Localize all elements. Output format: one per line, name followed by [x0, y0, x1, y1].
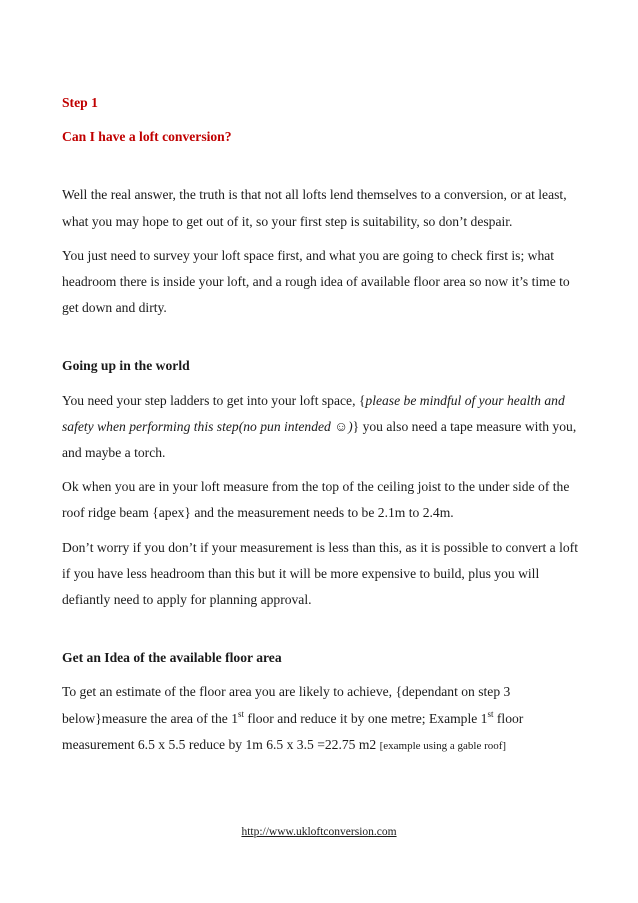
- floor-area-text-c: floor measurement 6.5 x 5.5 reduce by 1m 6.5 x 3.5 =22.75 m2: [62, 710, 524, 752]
- website-link[interactable]: http://www.ukloftconversion.com: [241, 826, 397, 838]
- going-up-paragraph-2: Ok when you are in your loft measure from the top of the ceiling joist to the under side of the roof ridge beam {apex} and the measurement needs to be 2.1m to 2.4m.: [62, 479, 570, 521]
- spacer: [62, 150, 582, 182]
- spacer: [62, 321, 582, 353]
- floor-area-paragraph: [62, 679, 582, 759]
- going-up-p1-end: } you also need a tape measure with you, and maybe a torch.: [62, 418, 577, 461]
- floor-area-text-a: To get an estimate of the floor area you are likely to achieve, {dependant on step 3 below}measure the area of the 1: [62, 684, 511, 726]
- ordinal-suffix: st: [238, 708, 245, 719]
- going-up-heading: Going up in the world: [62, 358, 190, 374]
- intro-paragraph-1: Well the real answer, the truth is that not all lofts lend themselves to a conversion, or at least, what you may hope to get out of it, so your first step is suitability, so don’t despair.: [62, 187, 567, 229]
- spacer: [62, 613, 582, 645]
- safety-note: please be mindful of your health and safety when performing this step(no pun intended ☺): [62, 392, 565, 434]
- floor-area-text-b: floor and reduce it by one metre; Example 1: [244, 710, 488, 726]
- ordinal-suffix: st: [487, 708, 494, 719]
- document-body: [62, 90, 582, 759]
- page-footer: [0, 826, 638, 838]
- step-question: Can I have a loft conversion?: [62, 129, 232, 145]
- floor-area-heading: Get an Idea of the available floor area: [62, 650, 282, 666]
- going-up-paragraph-3: Don’t worry if you don’t if your measurement is less than this, as it is possible to convert a loft if you have less headroom than this but it will be more expensive to build, plus you will defiantly need to apply for planning approval.: [62, 539, 578, 608]
- gable-roof-note: [example using a gable roof]: [379, 739, 507, 752]
- going-up-paragraph-1: [62, 388, 582, 467]
- step-label: Step 1: [62, 95, 98, 110]
- going-up-p1-start: You need your step ladders to get into your loft space, {: [62, 392, 366, 408]
- intro-paragraph-2: You just need to survey your loft space first, and what you are going to check first is; what headroom there is inside your loft, and a rough idea of available floor area so now it’s time to get down and dirty.: [62, 247, 570, 316]
